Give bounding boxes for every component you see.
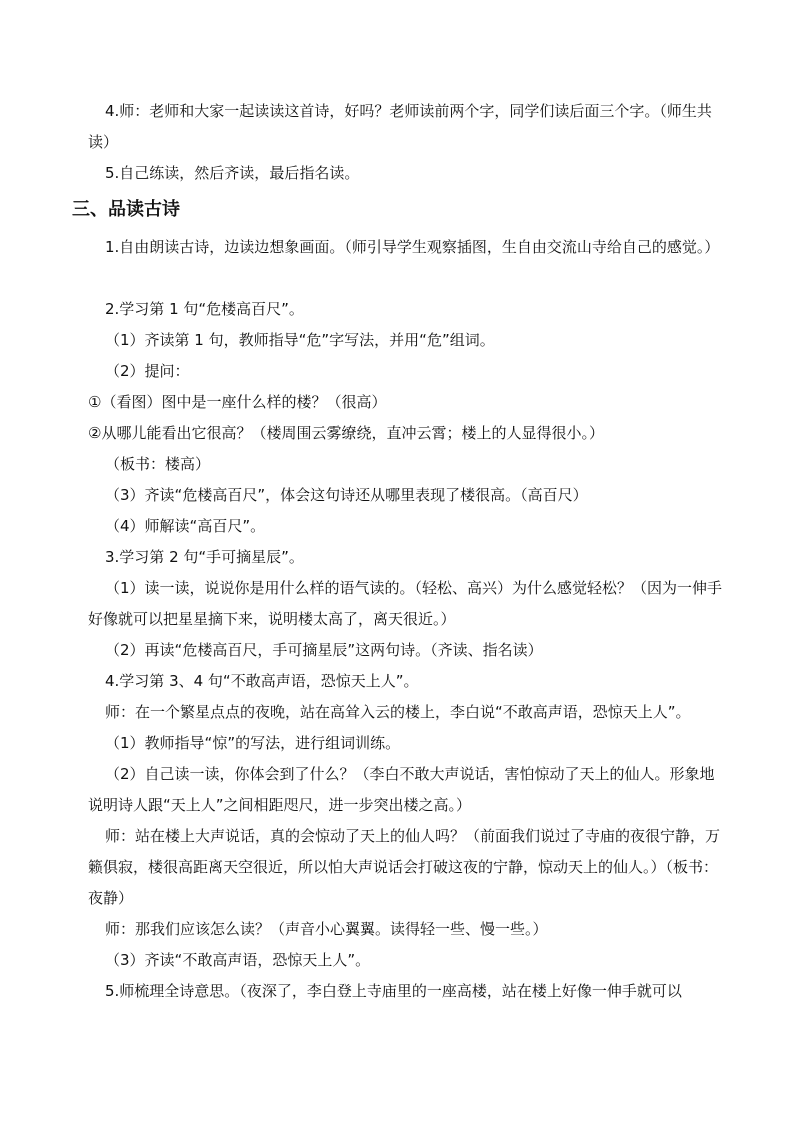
sub-item-1-2: （2）提问：: [105, 362, 190, 380]
paragraph-3: 3.学习第 2 句“手可摘星辰”。: [105, 548, 304, 566]
sub-item-3-2: （2）再读“危楼高百尺，手可摘星辰”这两句诗。（齐读、指名读）: [105, 641, 543, 659]
paragraph-1: 1.自由朗读古诗，边读边想象画面。（师引导学生观察插图，生自由交流山寺给自己的感觉。）: [105, 238, 720, 256]
paragraph-4: 4.师：老师和大家一起读读这首诗，好吗？老师读前两个字，同学们读后面三个字。（师生共读）: [88, 102, 712, 151]
board-note-1: （板书：楼高）: [105, 455, 211, 473]
sub-item-3-1: （1）读一读，说说你是用什么样的语气读的。（轻松、高兴）为什么感觉轻松？（因为一伸手好像就可以把星星摘下来，说明楼太高了，离天很近。）: [88, 579, 723, 628]
sub-item-1-3: （3）齐读“危楼高百尺”，体会这句诗还从哪里表现了楼很高。（高百尺）: [105, 486, 588, 504]
paragraph-5: 5.自己练读，然后齐读，最后指名读。: [105, 164, 360, 182]
paragraph-4b: 4.学习第 3、4 句“不敢高声语，恐惊天上人”。: [105, 672, 419, 690]
sub-item-4-2: （2）自己读一读，你体会到了什么？（李白不敢大声说话，害怕惊动了天上的仙人。形象地说明诗人跟“天上人”之间相距咫尺，进一步突出楼之高。）: [88, 765, 715, 814]
teacher-line-2: 师：站在楼上大声说话，真的会惊动了天上的仙人吗？（前面我们说过了寺庙的夜很宁静，万籁俱寂，楼很高距离天空很近，所以怕大声说话会打破这夜的宁静，惊动天上的仙人。）（板书：夜静）: [88, 827, 721, 907]
paragraph-5b: 5.师梳理全诗意思。（夜深了，李白登上寺庙里的一座高楼，站在楼上好像一伸手就可以: [105, 982, 682, 1000]
paragraph-2: 2.学习第 1 句“危楼高百尺”。: [105, 300, 304, 318]
question-2: ②从哪儿能看出它很高？（楼周围云雾缭绕，直冲云霄；楼上的人显得很小。）: [88, 424, 604, 442]
sub-item-4-3: （3）齐读“不敢高声语，恐惊天上人”。: [105, 951, 371, 969]
teacher-line-1: 师：在一个繁星点点的夜晚，站在高耸入云的楼上，李白说“不敢高声语，恐惊天上人”。: [105, 703, 691, 721]
sub-item-1-4: （4）师解读“高百尺”。: [105, 517, 266, 535]
teacher-line-3: 师：那我们应该怎么读？（声音小心翼翼。读得轻一些、慢一些。）: [105, 920, 548, 938]
sub-item-4-1: （1）教师指导“惊”的写法，进行组词训练。: [105, 734, 401, 752]
section-heading: 三、品读古诗: [72, 199, 180, 220]
sub-item-1-1: （1）齐读第 1 句，教师指导“危”字写法，并用“危”组词。: [105, 331, 495, 349]
question-1: ①（看图）图中是一座什么样的楼？（很高）: [88, 393, 387, 411]
